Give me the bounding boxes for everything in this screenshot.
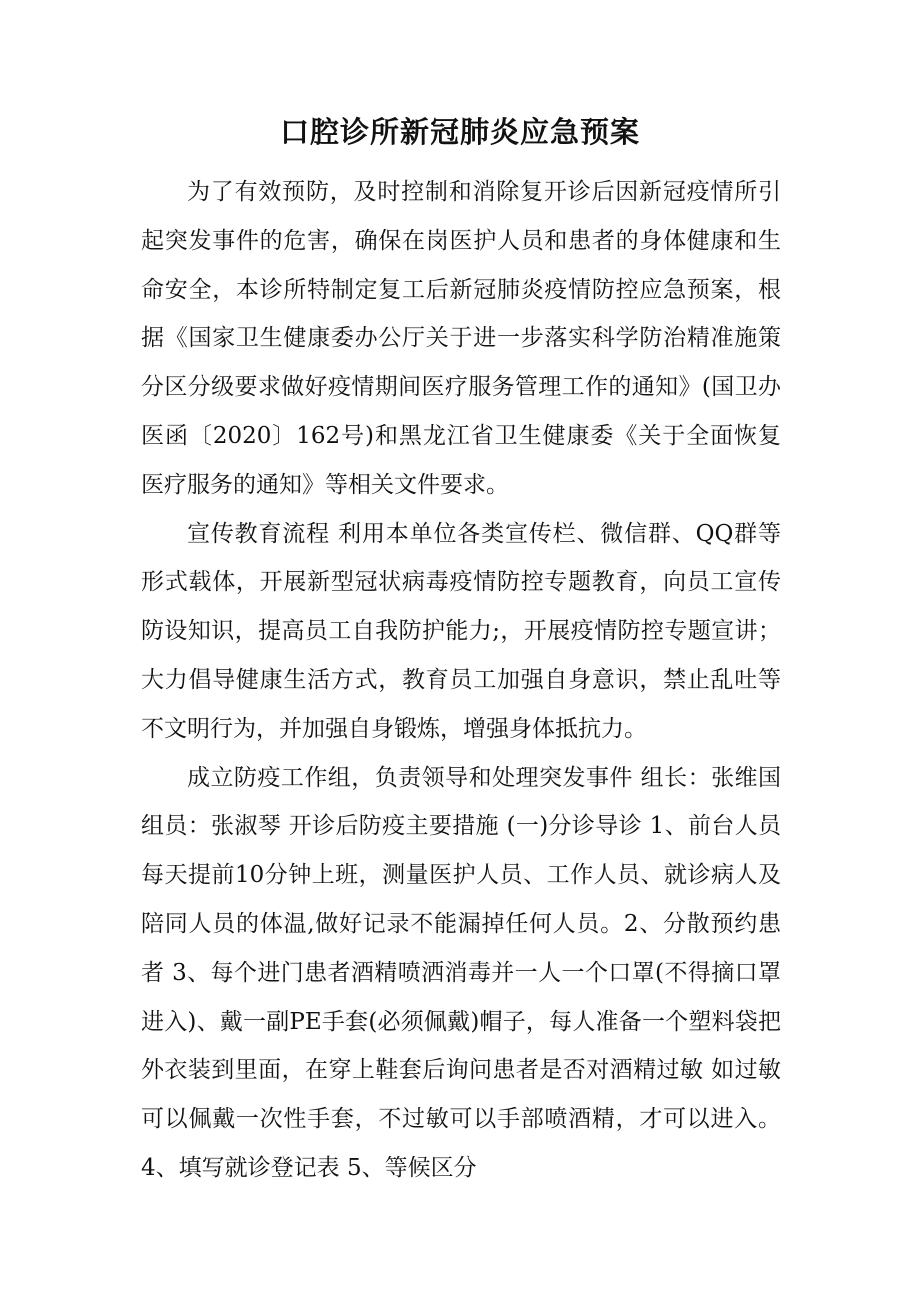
paragraph-working-group: 成立防疫工作组，负责领导和处理突发事件 组长：张维国 组员：张淑琴 开诊后防疫主要措施 (一)分诊导诊 1、前台人员每天提前10分钟上班，测量医护人员、工作人员、就诊病人及陪同人员的体温,做好记录不能漏掉任何人员。2、分散预约患者 3、每个进门患者酒精喷洒消毒并一人一个口罩(不得摘口罩进入)、戴一副PE手套(必须佩戴)帽子，每人准备一个塑料袋把外衣装到里面，在穿上鞋套后询问患者是否对酒精过敏 如过敏可以佩戴一次性手套，不过敏可以手部喷酒精，才可以进入。4、填写就诊登记表 5、等候区分 xyxy=(141,764,781,1181)
document-body xyxy=(141,168,781,1193)
paragraph-publicity-education: 宣传教育流程 利用本单位各类宣传栏、微信群、QQ群等形式载体，开展新型冠状病毒疫情防控专题教育，向员工宣传防设知识，提高员工自我防护能力;，开展疫情防控专题宣讲；大力倡导健康生活方式，教育员工加强自身意识，禁止乱吐等不文明行为，并加强自身锻炼，增强身体抵抗力。 xyxy=(141,520,781,742)
paragraph-intro: 为了有效预防，及时控制和消除复开诊后因新冠疫情所引起突发事件的危害，确保在岗医护人员和患者的身体健康和生命安全，本诊所特制定复工后新冠肺炎疫情防控应急预案，根据《国家卫生健康委办公厅关于进一步落实科学防治精准施策分区分级要求做好疫情期间医疗服务管理工作的通知》(国卫办医函〔2020〕162号)和黑龙江省卫生健康委《关于全面恢复医疗服务的通知》等相关文件要求。 xyxy=(141,179,781,498)
document-title: 口腔诊所新冠肺炎应急预案 xyxy=(279,115,640,149)
